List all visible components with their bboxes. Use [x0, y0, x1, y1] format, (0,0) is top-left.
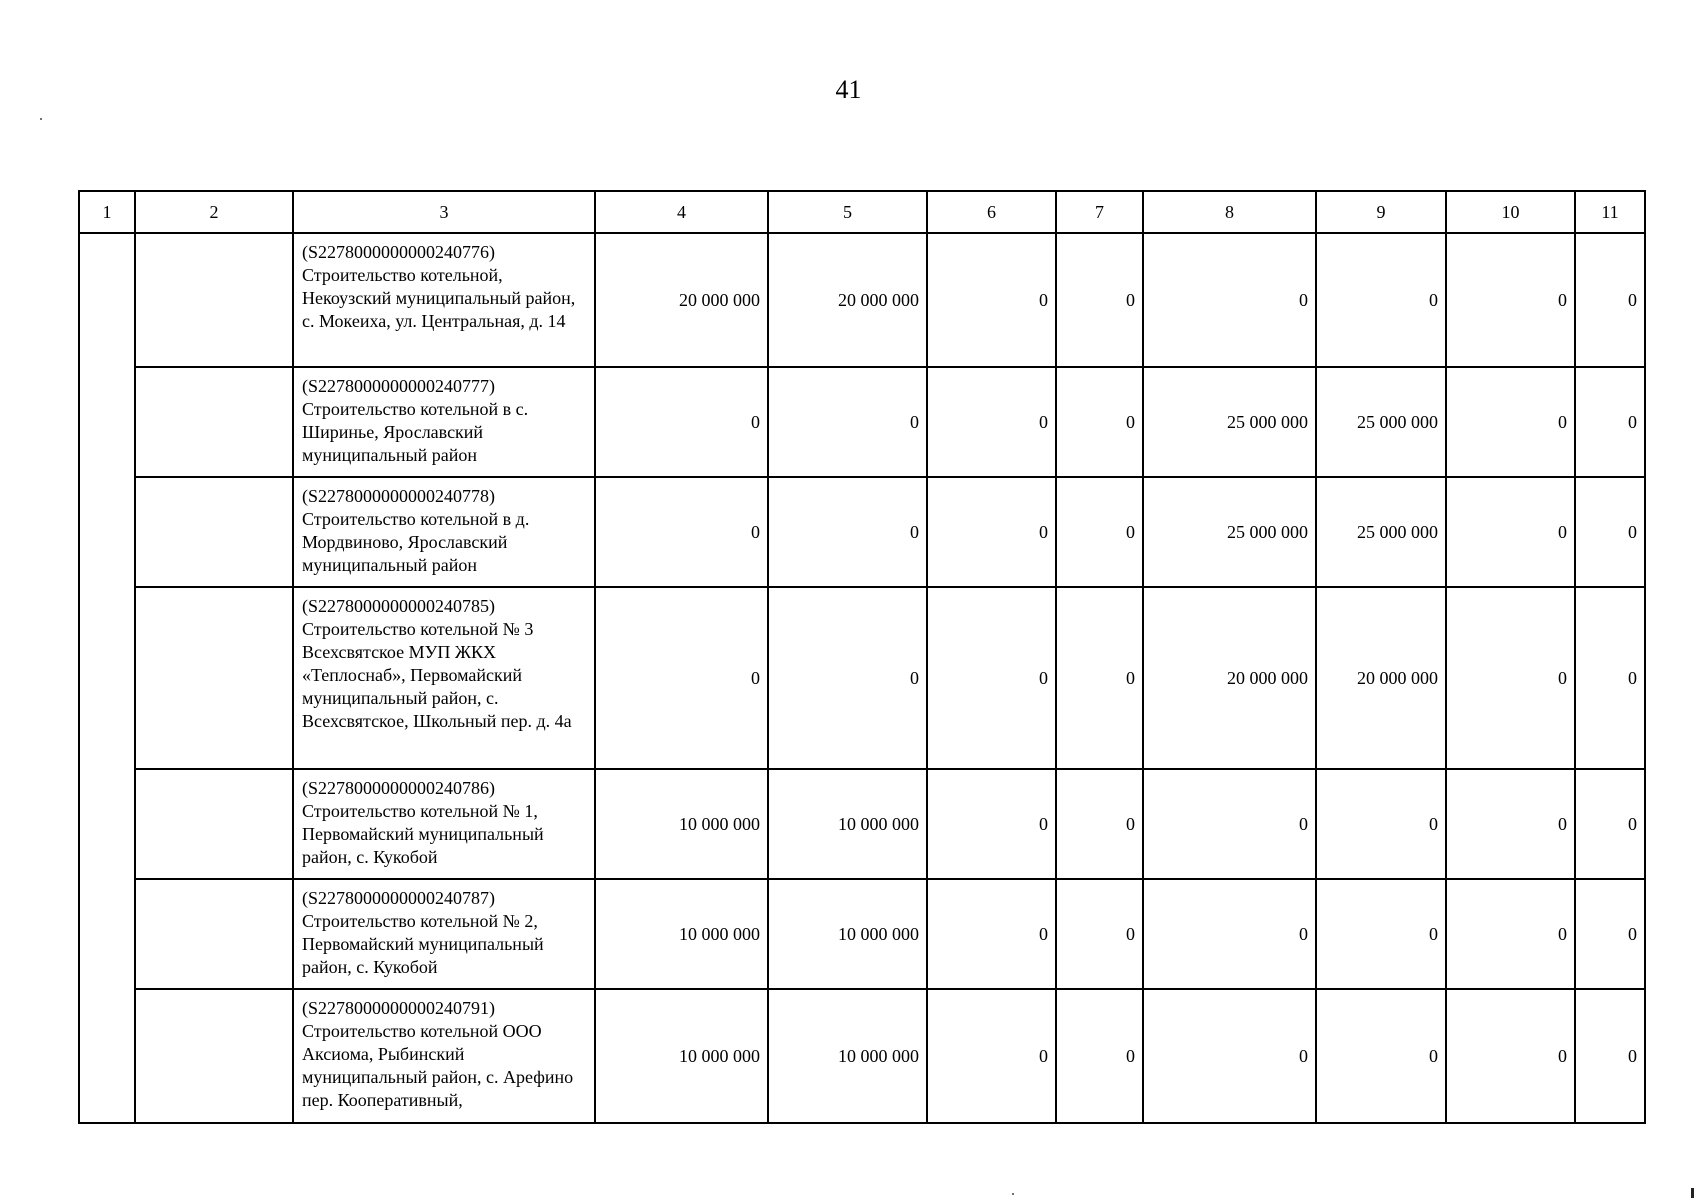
value-cell: 25 000 000	[1316, 367, 1446, 477]
value-cell: 0	[1575, 367, 1645, 477]
value-cell: 10 000 000	[768, 989, 927, 1123]
table-row	[79, 477, 1645, 587]
description-cell	[293, 233, 595, 367]
value-cell: 25 000 000	[1316, 477, 1446, 587]
column-2-cell	[135, 587, 293, 769]
project-code: (S2278000000000240777)	[302, 376, 495, 396]
value-cell: 0	[1143, 233, 1316, 367]
description-cell	[293, 587, 595, 769]
column-header: 1	[79, 191, 135, 233]
value-cell: 0	[1143, 989, 1316, 1123]
page-number	[0, 74, 1697, 106]
value-cell: 10 000 000	[768, 879, 927, 989]
value-cell: 0	[1575, 233, 1645, 367]
value-cell: 20 000 000	[1143, 587, 1316, 769]
project-code: (S2278000000000240776)	[302, 242, 495, 262]
project-description: Строительство котельной № 1, Первомайский муниципальный район, с. Кукобой	[302, 801, 544, 867]
scan-artifact	[40, 118, 42, 120]
column-2-cell	[135, 367, 293, 477]
value-cell: 20 000 000	[595, 233, 768, 367]
column-header: 4	[595, 191, 768, 233]
project-description: Строительство котельной в д. Мордвиново, Ярославский муниципальный район	[302, 509, 530, 575]
value-cell: 0	[927, 367, 1056, 477]
column-header: 7	[1056, 191, 1143, 233]
table-body	[79, 233, 1645, 1123]
header-row	[79, 191, 1645, 233]
value-cell: 0	[927, 587, 1056, 769]
project-description: Строительство котельной № 2, Первомайский муниципальный район, с. Кукобой	[302, 911, 544, 977]
value-cell: 0	[1056, 233, 1143, 367]
column-header: 2	[135, 191, 293, 233]
description-cell	[293, 769, 595, 879]
column-header: 3	[293, 191, 595, 233]
value-cell: 0	[1446, 769, 1575, 879]
column-1-merged-cell	[79, 233, 135, 1123]
value-cell: 0	[1446, 587, 1575, 769]
value-cell: 0	[1316, 233, 1446, 367]
value-cell: 0	[1446, 233, 1575, 367]
project-code: (S2278000000000240787)	[302, 888, 495, 908]
page-number-text: 41	[835, 75, 862, 104]
value-cell: 10 000 000	[768, 769, 927, 879]
column-2-cell	[135, 477, 293, 587]
value-cell: 0	[1056, 477, 1143, 587]
value-cell: 0	[1446, 477, 1575, 587]
value-cell: 0	[1575, 879, 1645, 989]
value-cell: 0	[1575, 587, 1645, 769]
description-cell	[293, 989, 595, 1123]
value-cell: 0	[1143, 879, 1316, 989]
table-row	[79, 879, 1645, 989]
value-cell: 0	[1316, 769, 1446, 879]
value-cell: 0	[1446, 367, 1575, 477]
project-description: Строительство котельной в с. Ширинье, Ярославский муниципальный район	[302, 399, 529, 465]
value-cell: 25 000 000	[1143, 477, 1316, 587]
value-cell: 0	[1316, 989, 1446, 1123]
value-cell: 0	[1575, 769, 1645, 879]
column-2-cell	[135, 879, 293, 989]
budget-table	[78, 190, 1646, 1124]
value-cell: 0	[927, 989, 1056, 1123]
value-cell: 0	[768, 477, 927, 587]
value-cell: 0	[1143, 769, 1316, 879]
value-cell: 0	[1056, 587, 1143, 769]
project-description: Строительство котельной, Некоузский муниципальный район, с. Мокеиха, ул. Центральная, д. 14	[302, 265, 576, 331]
value-cell: 0	[1575, 989, 1645, 1123]
value-cell: 0	[1316, 879, 1446, 989]
value-cell: 0	[768, 587, 927, 769]
value-cell: 0	[927, 879, 1056, 989]
value-cell: 0	[1446, 879, 1575, 989]
table-row	[79, 769, 1645, 879]
column-header: 8	[1143, 191, 1316, 233]
value-cell: 25 000 000	[1143, 367, 1316, 477]
column-header: 5	[768, 191, 927, 233]
project-code: (S2278000000000240778)	[302, 486, 495, 506]
description-cell	[293, 879, 595, 989]
column-2-cell	[135, 769, 293, 879]
description-cell	[293, 367, 595, 477]
value-cell: 0	[1056, 989, 1143, 1123]
scan-artifact	[1691, 1188, 1694, 1198]
column-header: 9	[1316, 191, 1446, 233]
scan-artifact	[1012, 1193, 1014, 1195]
column-header: 10	[1446, 191, 1575, 233]
value-cell: 20 000 000	[768, 233, 927, 367]
value-cell: 0	[595, 477, 768, 587]
value-cell: 10 000 000	[595, 879, 768, 989]
column-header: 11	[1575, 191, 1645, 233]
project-code: (S2278000000000240791)	[302, 998, 495, 1018]
column-header: 6	[927, 191, 1056, 233]
table-header	[79, 191, 1645, 233]
value-cell: 10 000 000	[595, 769, 768, 879]
value-cell: 0	[595, 367, 768, 477]
value-cell: 0	[1575, 477, 1645, 587]
value-cell: 0	[1056, 879, 1143, 989]
value-cell: 0	[927, 769, 1056, 879]
table-row	[79, 367, 1645, 477]
value-cell: 0	[595, 587, 768, 769]
project-code: (S2278000000000240786)	[302, 778, 495, 798]
value-cell: 0	[768, 367, 927, 477]
value-cell: 0	[1056, 769, 1143, 879]
column-2-cell	[135, 233, 293, 367]
table-row	[79, 587, 1645, 769]
column-2-cell	[135, 989, 293, 1123]
project-description: Строительство котельной ООО Аксиома, Рыбинский муниципальный район, с. Арефино пер. Кооперативный,	[302, 1021, 574, 1110]
project-description: Строительство котельной № 3 Всехсвятское МУП ЖКХ «Теплоснаб», Первомайский муниципальный район, с. Всехсвятское, Школьный пер. д. 4а	[302, 619, 572, 731]
value-cell: 20 000 000	[1316, 587, 1446, 769]
description-cell	[293, 477, 595, 587]
project-code: (S2278000000000240785)	[302, 596, 495, 616]
value-cell: 10 000 000	[595, 989, 768, 1123]
value-cell: 0	[1446, 989, 1575, 1123]
table-row	[79, 989, 1645, 1123]
table-row	[79, 233, 1645, 367]
value-cell: 0	[927, 233, 1056, 367]
value-cell: 0	[927, 477, 1056, 587]
value-cell: 0	[1056, 367, 1143, 477]
